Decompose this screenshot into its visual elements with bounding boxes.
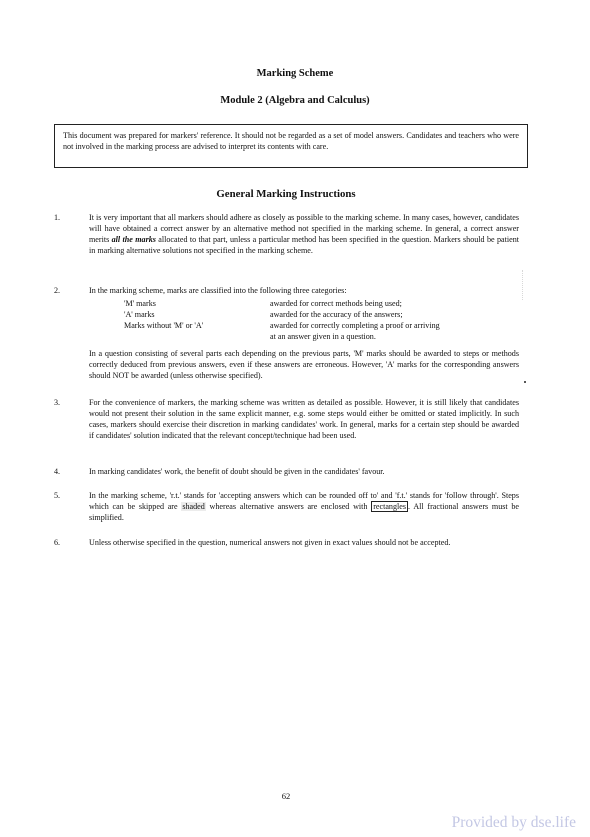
- category-name: Marks without 'M' or 'A': [124, 321, 204, 330]
- page-number: 62: [281, 791, 291, 801]
- disclaimer-box: [54, 124, 528, 168]
- instruction-number: 5.: [54, 491, 61, 500]
- shaded-example: shaded: [182, 502, 205, 511]
- scan-specks: [522, 270, 524, 300]
- instruction-text: [89, 212, 519, 256]
- instruction-text-part: allocated to that part, unless a particular method has been specified in the question. Markers should be patient in marking alternative solutions not specified in the marking scheme.: [89, 235, 519, 255]
- category-description: awarded for correctly completing a proof or arriving: [270, 321, 440, 330]
- instruction-text-part: In the marking scheme, 'r.t.' stands for 'accepting answers which can be rounded off to' and 'f.t.' stands for 'follow through'. Steps which can be skipped are: [89, 491, 519, 511]
- instruction-number: 1.: [54, 213, 61, 222]
- speck-mark: [524, 381, 526, 383]
- disclaimer-text: This document was prepared for markers' reference. It should not be regarded as a set of model answers. Candidates and teachers who were not involved in the marking process are advised to interpret its contents with care.: [63, 131, 519, 151]
- instruction-text-part: It is very important that all markers should adhere as closely as possible to the marking scheme. In many cases, however, candidates will have obtained a correct answer by an alternative method not specified in the marking scheme. In general, a correct answer merits: [89, 213, 519, 244]
- category-description: awarded for correct methods being used;: [270, 299, 402, 308]
- watermark-text: Provided by dse.life: [451, 814, 576, 831]
- instruction-text: For the convenience of markers, the marking scheme was written as detailed as possible. However, it is still likely that candidates would not present their solution in the same explicit manner, e.g. some steps would either be omitted or stated implicitly. In such cases, markers should exercise their discretion in marking candidates' work. In general, marks for a certain step should be awarded if candidates' solution indicated that the relevant concept/technique had been used.: [89, 398, 519, 440]
- instruction-text: In a question consisting of several parts each depending on the previous parts, 'M' marks should be awarded to steps or methods correctly deduced from previous answers, even if these answers are erroneous. However, 'A' marks for the corresponding answers should NOT be awarded (unless otherwise specified).: [89, 349, 519, 380]
- instruction-number: 3.: [54, 398, 61, 407]
- instruction-intro: In the marking scheme, marks are classified into the following three categories:: [89, 286, 347, 295]
- instruction-text: [89, 490, 519, 523]
- category-description: at an answer given in a question.: [270, 332, 376, 341]
- page-subtitle: Module 2 (Algebra and Calculus): [220, 95, 370, 106]
- page-title: Marking Scheme: [256, 68, 334, 79]
- rectangle-example: rectangles: [373, 502, 407, 511]
- instruction-text-part: . All fractional answers must be simplified.: [89, 502, 520, 522]
- instruction-text-part: whereas alternative answers are enclosed with: [205, 502, 372, 511]
- section-heading: General Marking Instructions: [216, 188, 356, 200]
- instruction-text: Unless otherwise specified in the question, numerical answers not given in exact values should not be accepted.: [89, 538, 451, 547]
- instruction-text: In marking candidates' work, the benefit of doubt should be given in the candidates' favour.: [89, 467, 385, 476]
- instruction-number: 4.: [54, 467, 61, 476]
- category-name: 'A' marks: [124, 310, 155, 319]
- category-description: awarded for the accuracy of the answers;: [270, 310, 403, 319]
- category-name: 'M' marks: [124, 299, 156, 308]
- instruction-number: 6.: [54, 538, 61, 547]
- emphasis-text: all the marks: [111, 235, 156, 244]
- instruction-number: 2.: [54, 286, 61, 295]
